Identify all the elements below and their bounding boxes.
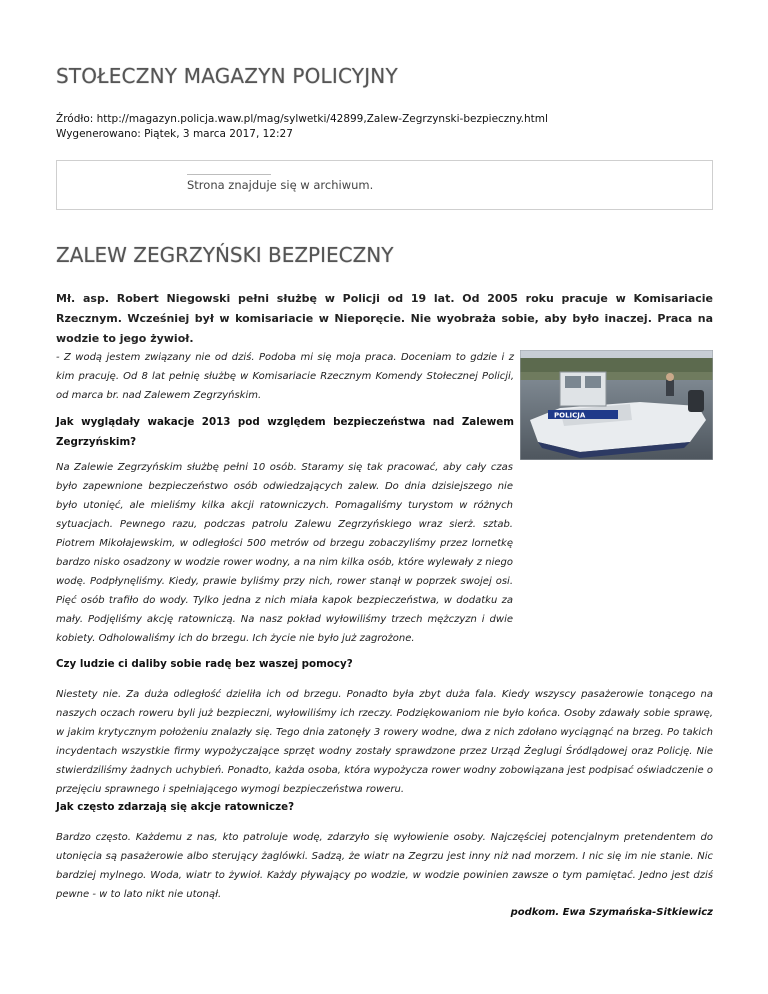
police-boat-image (520, 350, 713, 460)
archive-notice-box (56, 160, 713, 210)
article-intro: - Z wodą jestem związany nie od dziś. Podoba mi się moja praca. Doceniam to gdzie i z kim pracuję. Od 8 lat pełnię służbę w Komisariacie Rzecznym Komendy Stołecznej Policji, od marca br. nad Zalewem Zegrzyńskim. (56, 352, 514, 401)
question-3: Jak często zdarzają się akcje ratownicze? (56, 801, 295, 813)
source-url: Źródło: http://magazyn.policja.waw.pl/mag/sylwetki/42899,Zalew-Zegrzynski-bezpieczny.html (56, 113, 548, 125)
boat-label: POLICJA (554, 411, 586, 420)
police-boat-photo (520, 350, 713, 460)
archive-divider (187, 174, 271, 175)
article-lead: Mł. asp. Robert Niegowski pełni służbę w Policji od 19 lat. Od 2005 roku pracuje w Komisariacie Rzecznym. Wcześniej był w komisariacie w Nieporęcie. Nie wyobraża sobie, aby było inaczej. Praca na wodzie to jego żywioł. (56, 292, 713, 345)
answer-1: Na Zalewie Zegrzyńskim służbę pełni 10 osób. Staramy się tak pracować, aby cały czas było zapewnione bezpieczeństwo osób odwiedzających zalew. Do dnia dzisiejszego nie było utonięć, ale mieliśmy kilka akcji ratowniczych. Pomagaliśmy turystom w różnych sytuacjach. Pewnego razu, podczas patrolu Zalewu Zegrzyńskiego wraz sierż. sztab. Piotrem Mikołajewskim, w odległości 500 metrów od brzegu zobaczyliśmy przez lornetkę bardzo nisko osadzony w wodzie rower wodny, a na nim kilka osób, które wylewały z niego wodę. Podpłynęliśmy. Kiedy, prawie byliśmy przy nich, rower stanął w poprzek swojej osi. Pięć osób trafiło do wody. Tylko jedna z nich miała kapok bezpieczeństwa, w dodatku za mały. Podjęliśmy akcję ratowniczą. Na nasz pokład wyłowiliśmy trzech mężczyzn i dwie kobiety. Odholowaliśmy ich do brzegu. Ich życie nie było już zagrożone. (56, 462, 513, 644)
site-title: STOŁECZNY MAGAZYN POLICYJNY (56, 64, 398, 88)
question-2: Czy ludzie ci daliby sobie radę bez waszej pomocy? (56, 658, 353, 670)
generated-date: Wygenerowano: Piątek, 3 marca 2017, 12:27 (56, 128, 293, 140)
answer-3: Bardzo często. Każdemu z nas, kto patroluje wodę, zdarzyło się wyłowienie osoby. Najczęściej potencjalnym pretendentem do utonięcia są pasażerowie albo sterujący żaglówki. Sadzą, że wiatr na Zegrzu jest inny niż nad morzem. I nic się im nie stanie. Nic bardziej mylnego. Woda, wiatr to żywioł. Każdy pływający po wodzie, w wodzie powinien zawsze o tym pamiętać. Jedno jest dziś pewne - w to lato nikt nie utonął. (56, 832, 713, 900)
archive-notice: Strona znajduje się w archiwum. (187, 178, 374, 192)
article-author: podkom. Ewa Szymańska-Sitkiewicz (510, 907, 713, 918)
article-title: ZALEW ZEGRZYŃSKI BEZPIECZNY (56, 243, 394, 267)
question-1: Jak wyglądały wakacje 2013 pod względem bezpieczeństwa nad Zalewem Zegrzyńskim? (56, 416, 514, 448)
answer-2: Niestety nie. Za duża odległość dzieliła ich od brzegu. Ponadto była zbyt duża fala. Kiedy wszyscy pasażerowie tonącego na naszych oczach roweru byli już bezpieczni, wyłowiliśmy ich rzeczy. Podziękowaniom nie było końca. Osoby zdawały sobie sprawę, w jakim krytycznym położeniu znalazły się. Tego dnia zatonęły 3 rowery wodne, dwa z nich zdołano wyciągnąć na brzeg. Po takich incydentach wszystkie firmy wypożyczające sprzęt wodny zostały sprawdzone przez Urząd Żeglugi Śródlądowej oraz Policję. Nie stwierdziliśmy żadnych uchybień. Ponadto, każda osoba, która wypożycza rower wodny zobowiązana jest podpisać oświadczenie o przejęciu sprawnego i spełniającego wymogi bezpieczeństwa roweru. (56, 689, 713, 795)
document-meta (56, 112, 548, 142)
